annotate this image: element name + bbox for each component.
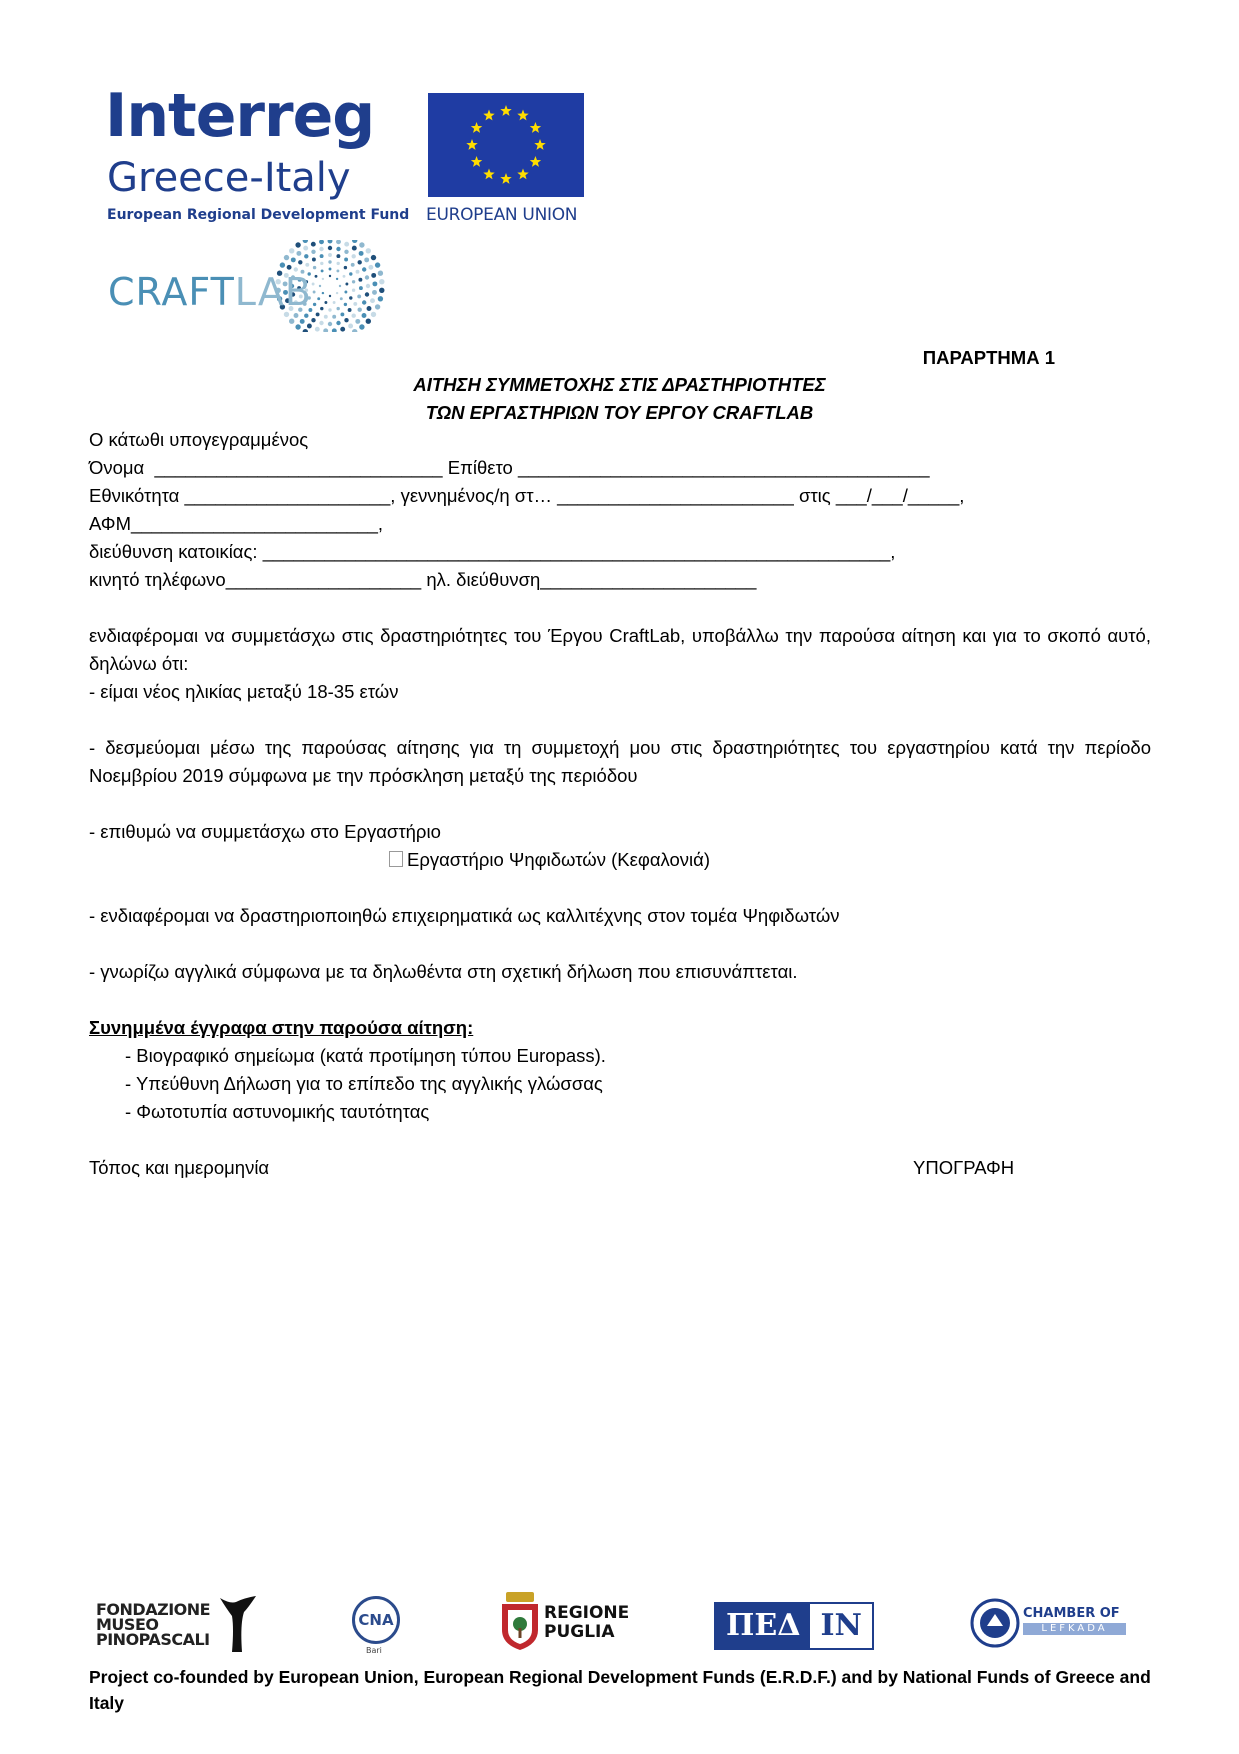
- eu-star-icon: [517, 110, 528, 121]
- craftlab-dot: [349, 272, 352, 275]
- craftlab-dot: [367, 306, 372, 311]
- craftlab-dot: [352, 246, 357, 251]
- craftlab-dot: [305, 263, 309, 267]
- craftlab-logo-text: CRAFTLAB: [108, 270, 312, 314]
- craftlab-dot: [359, 242, 364, 247]
- craftlab-dot: [349, 296, 352, 299]
- craftlab-dot: [351, 263, 355, 267]
- craftlab-dot: [352, 314, 356, 318]
- place-date-label: Τόπος και ημερομηνία: [89, 1157, 270, 1178]
- craftlab-dot: [296, 251, 301, 256]
- intro-text: Ο κάτωθι υπογεγραμμένος: [89, 429, 309, 450]
- craftlab-dot: [313, 266, 316, 269]
- craftlab-dot: [371, 255, 376, 260]
- craftlab-dot: [298, 260, 302, 264]
- craftlab-dot: [359, 251, 364, 256]
- craftlab-dot: [352, 280, 355, 283]
- craftlab-dot: [289, 248, 294, 253]
- craftlab-dot: [313, 303, 316, 306]
- craftlab-dot: [357, 294, 361, 298]
- craftlab-dot: [319, 240, 324, 244]
- craftlab-dot: [303, 329, 308, 332]
- craftlab-dot: [332, 315, 336, 319]
- craftlab-dot: [344, 258, 348, 262]
- craftlab-dot: [328, 253, 332, 257]
- craftlab-dot: [324, 301, 327, 304]
- craftlab-dot: [365, 275, 369, 279]
- craftlab-dot: [340, 312, 344, 316]
- craftlab-dot: [345, 283, 348, 286]
- craftlab-dot: [368, 265, 373, 270]
- craftlab-dot: [287, 265, 292, 270]
- annex-label: ΠΑΡΑΡΤΗΜΑ 1: [922, 347, 1055, 368]
- eu-star-icon: [471, 156, 482, 167]
- craftlab-dot: [344, 318, 348, 322]
- craftlab-dot: [372, 281, 377, 286]
- craftlab-dot: [322, 292, 324, 294]
- craftlab-dot: [336, 278, 338, 280]
- cna-sub-label: Bari: [366, 1646, 382, 1655]
- craftlab-dot: [333, 301, 336, 304]
- craftlab-dot: [291, 257, 296, 262]
- craftlab-dot: [366, 248, 371, 253]
- craftlab-dot: [344, 266, 347, 269]
- interreg-subtitle: Greece-Italy: [107, 155, 351, 201]
- craftlab-dot: [356, 270, 360, 274]
- regione-puglia-logo: REGIONE PUGLIA: [544, 1603, 630, 1642]
- workshop-checkbox[interactable]: [389, 851, 403, 867]
- craftlab-dot: [362, 300, 366, 304]
- craftlab-dot: [371, 312, 376, 317]
- craftlab-dot: [323, 328, 328, 332]
- whale-tail-icon: [218, 1594, 258, 1659]
- chamber-lefkada-label: LEFKADA: [1023, 1623, 1126, 1635]
- eu-star-icon: [517, 168, 528, 179]
- eu-star-icon: [466, 139, 477, 150]
- nationality-birth-field[interactable]: Εθνικότητα ____________________, γεννημένος/η στ… _______________________ στις ___/___/_____,: [89, 485, 965, 506]
- chamber-seal-icon: [970, 1598, 1020, 1653]
- craftlab-dot: [311, 318, 315, 322]
- craftlab-dot: [313, 291, 316, 294]
- craftlab-dot: [379, 279, 384, 284]
- craftlab-dot: [328, 260, 331, 263]
- craftlab-dot: [320, 254, 324, 258]
- craftlab-dot: [336, 292, 338, 294]
- craftlab-dot: [336, 247, 340, 251]
- form-title-line1: ΑΙΤΗΣΗ ΣΥΜΜΕΤΟΧΗΣ ΣΤΙΣ ΔΡΑΣΤΗΡΙΟΤΗΤΕΣ: [413, 374, 826, 395]
- craftlab-dot: [378, 271, 383, 276]
- craftlab-dot: [336, 269, 339, 272]
- chamber-of-label: CHAMBER OF: [1023, 1606, 1120, 1621]
- attachment-item: - Βιογραφικό σημείωμα (κατά προτίμηση τύπου Europass).: [125, 1045, 606, 1066]
- craftlab-dot: [329, 295, 331, 297]
- eu-flag-icon: [428, 93, 584, 197]
- craftlab-dot: [332, 328, 337, 332]
- craftlab-dot: [359, 324, 364, 329]
- craftlab-dot: [304, 254, 308, 258]
- craftlab-dot: [375, 262, 380, 267]
- afm-field[interactable]: ΑΦΜ________________________,: [89, 513, 384, 534]
- eu-star-icon: [483, 168, 494, 179]
- eu-star-icon: [483, 110, 494, 121]
- craftlab-dot: [312, 283, 315, 286]
- address-field[interactable]: διεύθυνση κατοικίας: _____________________________________________________________,: [89, 541, 896, 562]
- declaration-paragraph: ενδιαφέρομαι να συμμετάσχω στις δραστηριότητες του Έργου CraftLab, υποβάλλω την παρούσα αίτηση και για το σκοπό αυτό, δηλώνω ότι:: [89, 625, 1151, 674]
- craftlab-dot: [352, 240, 357, 243]
- craftlab-dot: [352, 329, 357, 332]
- business-statement: - ενδιαφέρομαι να δραστηριοποιηθώ επιχειρηματικά ως καλλιτέχνης στον τομέα Ψηφιδωτών: [89, 905, 840, 926]
- signature-label: ΥΠΟΓΡΑΦΗ: [913, 1157, 1015, 1178]
- interreg-logo-text: Interreg: [105, 81, 375, 151]
- craftlab-dot: [336, 254, 340, 258]
- name-surname-field[interactable]: Όνομα ____________________________ Επίθετο ________________________________________: [89, 457, 930, 478]
- eu-star-icon: [530, 122, 541, 133]
- eu-star-icon: [471, 122, 482, 133]
- workshop-option[interactable]: Εργαστήριο Ψηφιδωτών (Κεφαλονιά): [389, 846, 710, 874]
- age-statement: - είμαι νέος ηλικίας μεταξύ 18-35 ετών: [89, 681, 399, 702]
- craftlab-dot: [358, 308, 362, 312]
- craftlab-dot: [375, 304, 380, 309]
- craftlab-dot: [319, 285, 321, 287]
- craftlab-dot: [329, 268, 332, 271]
- attachments-heading: Συνημμένα έγγραφα στην παρούσα αίτηση:: [89, 1017, 474, 1038]
- craftlab-dot: [295, 242, 300, 247]
- craftlab-dot: [303, 240, 308, 243]
- english-statement: - γνωρίζω αγγλικά σύμφωνα με τα δηλωθέντα στη σχετική δήλωση που επισυνάπτεται.: [89, 961, 798, 982]
- craftlab-dot: [315, 275, 318, 278]
- craftlab-dot: [320, 307, 323, 310]
- craftlab-dot: [352, 289, 355, 292]
- eu-star-icon: [530, 156, 541, 167]
- craftlab-dot: [328, 322, 332, 326]
- ped-in-logo: ΠΕΔ IN: [714, 1602, 874, 1650]
- craftlab-dot: [337, 307, 340, 310]
- craftlab-dot: [328, 308, 331, 311]
- craftlab-dot: [348, 308, 352, 312]
- form-title-line2: ΤΩΝ ΕΡΓΑΣΤΗΡΙΩΝ ΤΟΥ ΕΡΓΟΥ CRAFTLAB: [425, 402, 814, 423]
- craftlab-dot: [303, 246, 308, 251]
- cna-logo: CNA: [352, 1596, 400, 1644]
- craftlab-dot: [328, 240, 333, 243]
- craftlab-dot: [366, 319, 371, 324]
- craftlab-dot: [348, 324, 353, 329]
- craftlab-dot: [372, 290, 377, 295]
- craftlab-dot: [366, 284, 370, 288]
- craftlab-dot: [344, 303, 347, 306]
- eu-star-icon: [534, 139, 545, 150]
- craftlab-dot: [319, 321, 323, 325]
- craftlab-dot: [336, 321, 340, 325]
- craftlab-dot: [359, 286, 363, 290]
- eu-star-icon: [500, 105, 511, 116]
- craftlab-dot: [321, 269, 324, 272]
- attachment-item: - Υπεύθυνη Δήλωση για το επίπεδο της αγγλικής γλώσσας: [125, 1073, 603, 1094]
- craftlab-dot: [371, 273, 376, 278]
- craftlab-dot: [319, 247, 323, 251]
- fondazione-logo: FONDAZIONE MUSEO PINOPASCALI: [96, 1600, 211, 1649]
- craftlab-dot: [304, 314, 308, 318]
- craftlab-dot: [358, 260, 362, 264]
- craftlab-dot: [339, 285, 341, 287]
- craftlab-dot: [320, 262, 323, 265]
- interreg-fund-label: European Regional Development Fund: [107, 207, 410, 223]
- workshop-statement: - επιθυμώ να συμμετάσχω στο Εργαστήριο: [89, 821, 441, 842]
- craftlab-dot: [343, 275, 346, 278]
- funding-note: Project co-founded by European Union, European Regional Development Funds (E.R.D.F.) and by National Funds of Greece and Italy: [89, 1667, 1151, 1713]
- craftlab-dot: [284, 255, 289, 260]
- craftlab-dot: [358, 278, 362, 282]
- craftlab-dot: [280, 262, 285, 267]
- craftlab-dot: [329, 275, 331, 277]
- craftlab-dot: [344, 291, 347, 294]
- craftlab-dot: [353, 302, 357, 306]
- craftlab-dot: [364, 257, 369, 262]
- craftlab-dot: [324, 315, 328, 319]
- craftlab-dot: [362, 313, 367, 318]
- craftlab-dot: [352, 254, 356, 258]
- commitment-statement: - δεσμεύομαι μέσω της παρούσας αίτησης για τη συμμετοχή μου στις δραστηριότητες του εργαστηρίου κατά την περίοδο Νοεμβρίου 2019 σύμφωνα με την πρόσκληση μεταξύ της περιόδου: [89, 737, 1151, 786]
- craftlab-dot: [289, 319, 294, 324]
- craftlab-dot: [317, 297, 320, 300]
- craftlab-dot: [315, 327, 320, 332]
- craftlab-dot: [355, 319, 360, 324]
- craftlab-dot: [300, 319, 305, 324]
- craftlab-dot: [336, 240, 341, 244]
- craftlab-dot: [311, 242, 316, 247]
- craftlab-dot: [370, 298, 375, 303]
- craftlab-dot: [379, 288, 384, 293]
- craftlab-dot: [328, 246, 332, 250]
- puglia-shield-icon: [500, 1590, 540, 1657]
- craftlab-dot: [316, 312, 320, 316]
- craftlab-dot: [378, 296, 383, 301]
- craftlab-dot: [295, 324, 300, 329]
- craftlab-dot: [322, 278, 324, 280]
- attachment-item: - Φωτοτυπία αστυνομικής ταυτότητας: [125, 1101, 430, 1122]
- craftlab-dot: [340, 327, 345, 332]
- craftlab-dot: [344, 242, 349, 247]
- craftlab-dot: [311, 250, 315, 254]
- eu-label: EUROPEAN UNION: [426, 205, 578, 225]
- craftlab-dot: [307, 324, 312, 329]
- craftlab-dot: [340, 297, 343, 300]
- craftlab-dot: [312, 258, 316, 262]
- eu-star-icon: [500, 173, 511, 184]
- craftlab-dot: [365, 292, 369, 296]
- phone-email-field[interactable]: κινητό τηλέφωνο___________________ ηλ. διεύθυνση_____________________: [89, 569, 757, 590]
- craftlab-dot: [337, 262, 340, 265]
- craftlab-dot: [344, 250, 348, 254]
- craftlab-dot: [362, 267, 366, 271]
